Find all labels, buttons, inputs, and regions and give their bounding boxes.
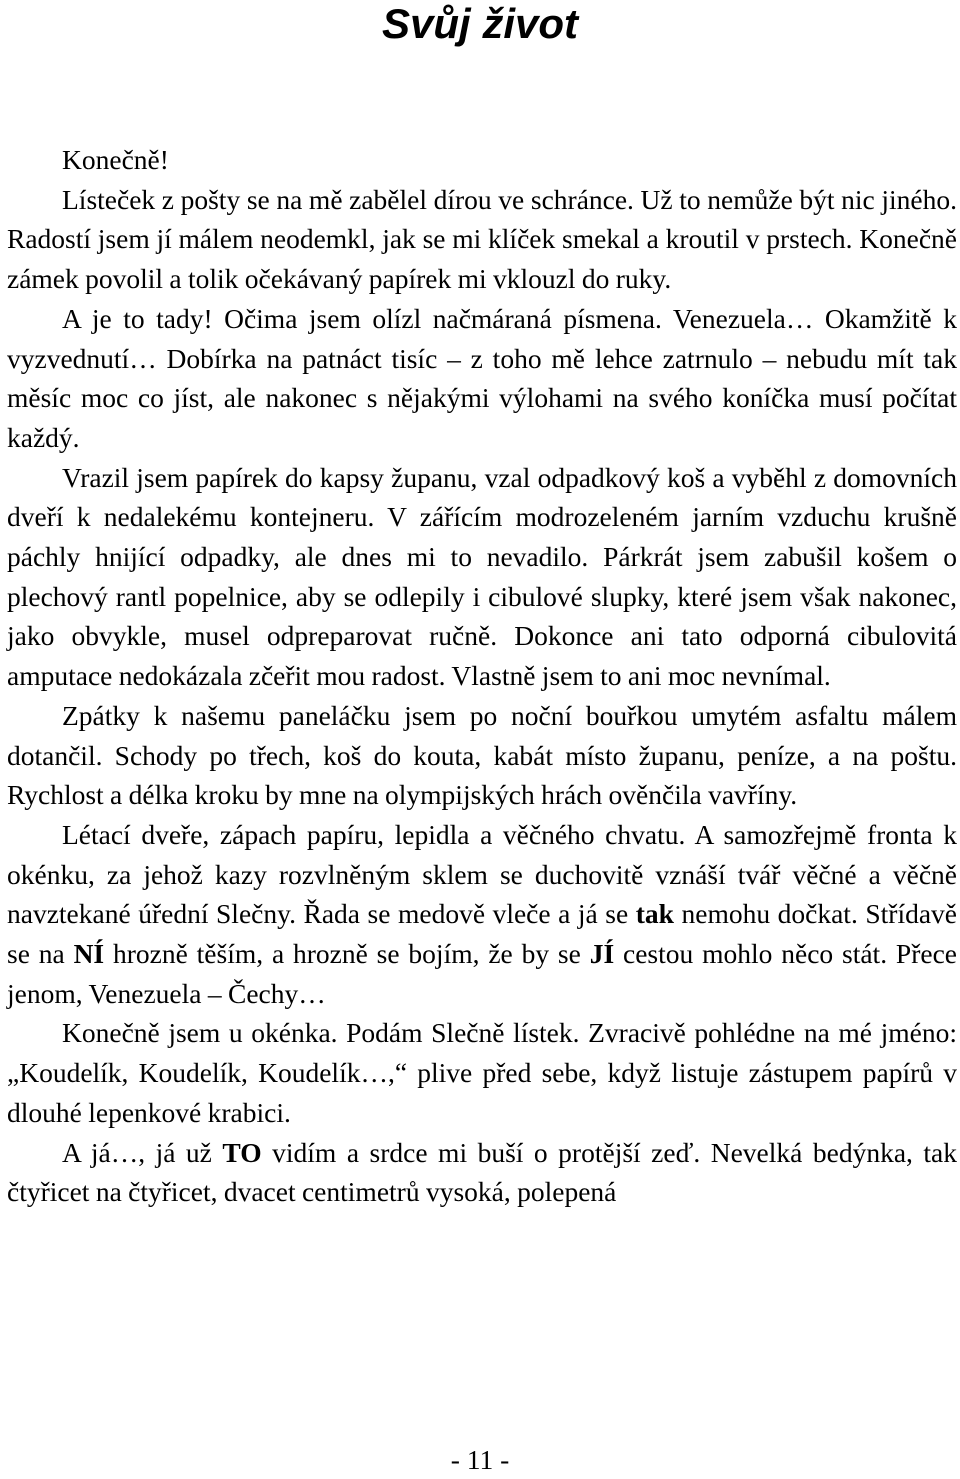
paragraph: Konečně! bbox=[62, 144, 169, 175]
text-run: nemohu dočkat. Střídavě se na bbox=[7, 898, 958, 970]
page-number: - 11 - bbox=[450, 1444, 510, 1475]
text-run: cestou mohlo něco stát. Přece jenom, Venezuela – Čechy… bbox=[7, 938, 957, 1009]
paragraph bbox=[7, 1133, 957, 1212]
paragraph bbox=[7, 815, 957, 1014]
body-text bbox=[7, 140, 957, 1212]
paragraph: A je to tady! Očima jsem olízl načmáraná písmena. Venezuela… Okamžitě k vyzvednutí… Dobírka na patnáct tisíc – z toho mě lehce zatrnulo – nebudu mít tak měsíc moc co jíst, ale nakonec s nějakými výlohami na svého koníčka musí počítat každý. bbox=[7, 302, 957, 453]
bold-word: NÍ bbox=[73, 938, 105, 970]
paragraph: Konečně jsem u okénka. Podám Slečně lístek. Zvracivě pohlédne na mé jméno: „Koudelík, Koudelík, Koudelík…,“ plive před sebe, když listuje zástupem papírů v dlouhé lepenkové krabici. bbox=[7, 1017, 957, 1128]
page-title: Svůj život bbox=[381, 0, 579, 47]
text-run: vidím a srdce mi buší o protější zeď. Nevelká bedýnka, tak čtyřicet na čtyřicet, dvacet centimetrů vysoká, polepená bbox=[7, 1136, 957, 1208]
bold-word: JÍ bbox=[589, 938, 615, 970]
paragraph: Zpátky k našemu paneláčku jsem po noční bouřkou umytém asfaltu málem dotančil. Schody po třech, koš do kouta, kabát místo županu, peníze, a na poštu. Rychlost a délka kroku by mne na olympijských hrách ověnčila vavříny. bbox=[7, 699, 957, 811]
paragraph: Vrazil jsem papírek do kapsy županu, vzal odpadkový koš a vyběhl z domovních dveří k nedalekému kontejneru. V zářícím modrozeleném jarním vzduchu krušně páchly hnijící odpadky, ale dnes mi to nevadilo. Párkrát jsem zabušil košem o plechový rantl popelnice, aby se odlepily i cibulové slupky, které jsem však nakonec, jako obvykle, musel odpreparovat ručně. Dokonce ani tato odporná cibulovitá amputace nedokázala zčeřit mou radost. Vlastně jsem to ani moc nevnímal. bbox=[7, 461, 957, 692]
text-run: A já…, já už bbox=[62, 1136, 223, 1168]
text-run: hrozně těším, a hrozně se bojím, že by se bbox=[104, 938, 590, 970]
bold-word: TO bbox=[222, 1136, 262, 1168]
text-run: Létací dveře, zápach papíru, lepidla a věčného chvatu. A samozřejmě fronta k okénku, za jehož kazy rozvlněným sklem se duchovitě vznáší tvář věčné a věčně navztekané úřední Slečny. Řada se medově vleče a já se bbox=[7, 818, 957, 930]
bold-word: tak bbox=[635, 898, 674, 930]
paragraph: Lísteček z pošty se na mě zabělel dírou ve schránce. Už to nemůže být nic jiného. Radostí jsem jí málem neodemkl, jak se mi klíček smekal a kroutil v prstech. Konečně zámek povolil a tolik očekávaný papírek mi vklouzl do ruky. bbox=[7, 183, 957, 295]
